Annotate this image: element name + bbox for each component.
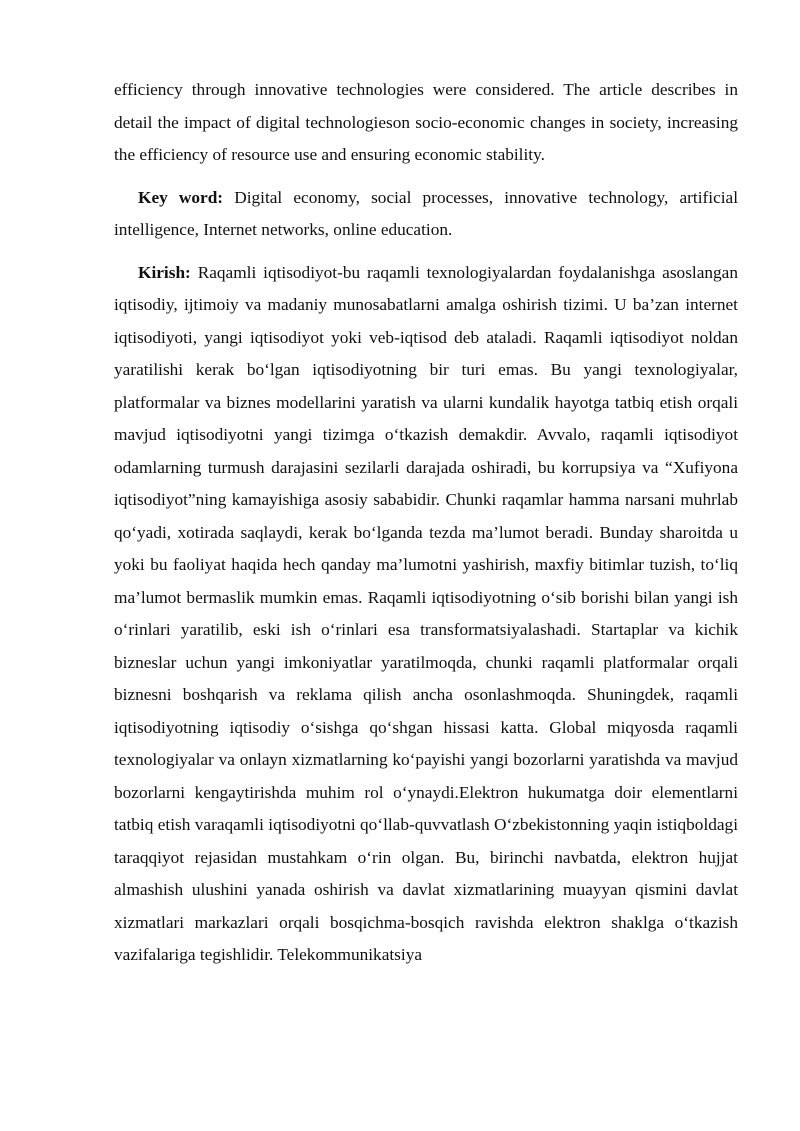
abstract-end-paragraph <box>114 74 738 172</box>
body-text <box>114 74 738 972</box>
keywords-text: Digital economy, social processes, innovative technology, artificial intelligence, Internet networks, online education. <box>114 187 739 239</box>
keywords-paragraph <box>114 182 738 247</box>
introduction-label: Kirish: <box>138 262 191 282</box>
keywords-label: Key word: <box>138 187 224 207</box>
introduction-paragraph <box>114 257 738 972</box>
abstract-end-text: efficiency through innovative technologies were considered. The article describes in detail the impact of digital technologieson socio-economic changes in society, increasing the efficiency of resource use and ensuring economic stability. <box>114 80 738 164</box>
introduction-text: Raqamli iqtisodiyot-bu raqamli texnologiyalardan foydalanishga asoslangan iqtisodiy, ijtimoiy va madaniy munosabatlarni amalga oshirish tizimi. U ba’zan internet iqtisodiyoti, yangi iqtisodiyot yoki veb-iqtisod deb ataladi. Raqamli iqtisodiyot noldan yaratilishi kerak bo‘lgan iqtisodiyotning bir turi emas. Bu yangi texnologiyalar, platformalar va biznes modellarini yaratish va ularni kundalik hayotga tatbiq etish orqali mavjud iqtisodiyotni yangi tizimga o‘tkazish demakdir. Avvalo, raqamli iqtisodiyot odamlarning turmush darajasini sezilarli darajada oshiradi, bu korrupsiya va “Xufiyona iqtisodiyot”ning kamayishiga asosiy sababidir. Chunki raqamlar hamma narsani muhrlab qo‘yadi, xotirada saqlaydi, kerak bo‘lganda tezda ma’lumot beradi. Bunday sharoitda u yoki bu faoliyat haqida hech qanday ma’lumotni yashirish, maxfiy bitimlar tuzish, to‘liq ma’lumot bermaslik mumkin emas. Raqamli iqtisodiyotning o‘sib borishi bilan yangi ish o‘rinlari yaratilib, eski ish o‘rinlari esa transformatsiyalashadi. Startaplar va kichik bizneslar uchun yangi imkoniyatlar yaratilmoqda, chunki raqamli platformalar orqali biznesni boshqarish va reklama qilish ancha osonlashmoqda. Shuningdek, raqamli iqtisodiyotning iqtisodiy o‘sishga qo‘shgan hissasi katta. Global miqyosda raqamli texnologiyalar va onlayn xizmatlarning ko‘payishi yangi bozorlarni yaratishda va mavjud bozorlarni kengaytirishda muhim rol o‘ynaydi.Elektron hukumatga doir elementlarni tatbiq etish varaqamli iqtisodiyotni qo‘llab-quvvatlash O‘zbekistonning yaqin istiqboldagi taraqqiyot rejasidan mustahkam o‘rin olgan. Bu, birinchi navbatda, elektron hujjat almashish ulushini yanada oshirish va davlat xizmatlarining muayyan qismini davlat xizmatlari markazlari orqali bosqichma-bosqich ravishda elektron shaklga o‘tkazish vazifalariga tegishlidir. Telekommunikatsiya <box>114 262 738 964</box>
